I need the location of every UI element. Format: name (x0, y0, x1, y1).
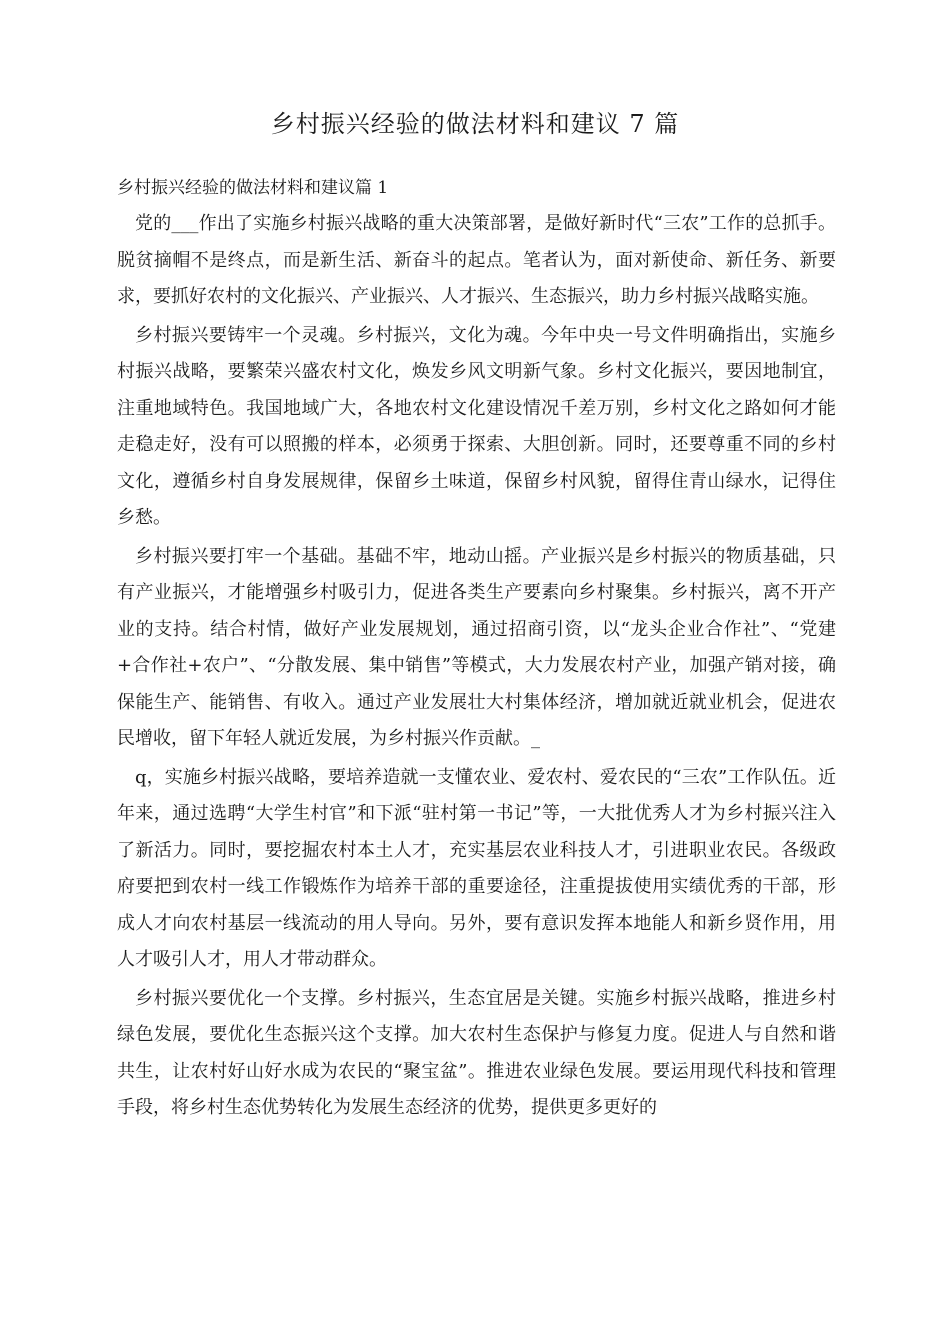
document-title: 乡村振兴经验的做法材料和建议 7 篇 (270, 110, 680, 138)
paragraph-industry: 乡村振兴要打牢一个基础。基础不牢，地动山摇。产业振兴是乡村振兴的物质基础，只有产业振兴，才能增强乡村吸引力，促进各类生产要素向乡村聚集。乡村振兴，离不开产业的支持。结合村情，做好产业发展规划，通过招商引资，以“龙头企业合作社”、“党建+合作社+农户”、“分散发展、集中销售”等模式，大力发展农村产业，加强产销对接，确保能生产、能销售、有收入。通过产业发展壮大村集体经济，增加就近就业机会，促进农民增收，留下年轻人就近发展，为乡村振兴作贡献。_ (117, 545, 836, 749)
paragraph-ecology: 乡村振兴要优化一个支撑。乡村振兴，生态宜居是关键。实施乡村振兴战略，推进乡村绿色发展，要优化生态振兴这个支撑。加大农村生态保护与修复力度。促进人与自然和谐共生，让农村好山好水成为农民的“聚宝盆”。推进农业绿色发展。要运用现代科技和管理手段，将乡村生态优势转化为发展生态经济的优势，提供更多更好的 (117, 987, 836, 1118)
section-heading: 乡村振兴经验的做法材料和建议篇 1 (117, 178, 389, 198)
paragraph-intro: 党的___作出了实施乡村振兴战略的重大决策部署，是做好新时代“三农”工作的总抓手。脱贫摘帽不是终点，而是新生活、新奋斗的起点。笔者认为，面对新使命、新任务、新要求，要抓好农村的文化振兴、产业振兴、人才振兴、生态振兴，助力乡村振兴战略实施。 (117, 213, 836, 307)
paragraph-culture: 乡村振兴要铸牢一个灵魂。乡村振兴，文化为魂。今年中央一号文件明确指出，实施乡村振兴战略，要繁荣兴盛农村文化，焕发乡风文明新气象。乡村文化振兴，要因地制宜，注重地域特色。我国地域广大，各地农村文化建设情况千差万别，乡村文化之路如何才能走稳走好，没有可以照搬的样本，必须勇于探索、大胆创新。同时，还要尊重不同的乡村文化，遵循乡村自身发展规律，保留乡土味道，保留乡村风貌，留得住青山绿水，记得住乡愁。 (117, 324, 836, 528)
paragraph-talent: q，实施乡村振兴战略，要培养造就一支懂农业、爱农村、爱农民的“三农”工作队伍。近年来，通过选聘“大学生村官”和下派“驻村第一书记”等，一大批优秀人才为乡村振兴注入了新活力。同时，要挖掘农村本土人才，充实基层农业科技人才，引进职业农民。各级政府要把到农村一线工作锻炼作为培养干部的重要途径，注重提拔使用实绩优秀的干部，形成人才向农村基层一线流动的用人导向。另外，要有意识发挥本地能人和新乡贤作用，用人才吸引人才，用人才带动群众。 (117, 766, 836, 970)
document-body (117, 170, 836, 1129)
